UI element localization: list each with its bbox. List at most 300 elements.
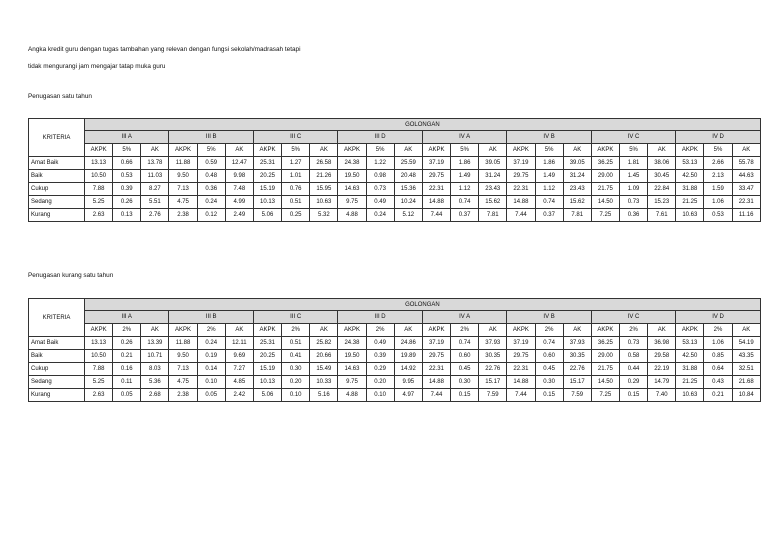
table-cell: 15.62 <box>479 196 507 209</box>
table-cell: 38.06 <box>648 157 676 170</box>
table-cell: 23.43 <box>563 183 591 196</box>
table-penugasan-satu-tahun <box>28 118 761 222</box>
table-cell: 15.49 <box>310 363 338 376</box>
table-cell: 0.15 <box>535 389 563 402</box>
table-cell: 7.25 <box>591 389 619 402</box>
table-cell: 37.93 <box>563 337 591 350</box>
table-cell: 10.63 <box>676 389 704 402</box>
table-cell: 10.63 <box>310 196 338 209</box>
table-cell: 22.31 <box>422 183 450 196</box>
table-cell: 14.88 <box>422 376 450 389</box>
table-cell: 15.19 <box>253 363 281 376</box>
table-cell: 7.88 <box>85 183 113 196</box>
table-cell: 1.01 <box>282 170 310 183</box>
table-cell: 15.17 <box>563 376 591 389</box>
table-cell: 39.05 <box>479 157 507 170</box>
row-label: Amat Baik <box>29 157 85 170</box>
table-cell: 1.49 <box>451 170 479 183</box>
subheader-cell: AKPK <box>591 144 619 157</box>
subheader-cell: AK <box>310 324 338 337</box>
table-cell: 0.24 <box>197 337 225 350</box>
table-cell: 7.81 <box>479 209 507 222</box>
table-cell: 4.88 <box>338 209 366 222</box>
table-cell: 4.75 <box>169 376 197 389</box>
table-cell: 22.19 <box>648 363 676 376</box>
table-row <box>29 337 761 350</box>
table-cell: 1.86 <box>451 157 479 170</box>
table-cell: 0.29 <box>619 376 647 389</box>
table-cell: 7.44 <box>422 389 450 402</box>
table-cell: 21.75 <box>591 363 619 376</box>
table-cell: 7.59 <box>563 389 591 402</box>
table-row <box>29 350 761 363</box>
row-label: Cukup <box>29 363 85 376</box>
table-cell: 7.13 <box>169 183 197 196</box>
table-cell: 0.10 <box>197 376 225 389</box>
table-row <box>29 196 761 209</box>
table-cell: 22.76 <box>479 363 507 376</box>
subheader-cell: 2% <box>619 324 647 337</box>
row-label: Sedang <box>29 376 85 389</box>
table-row <box>29 389 761 402</box>
table-cell: 0.24 <box>366 209 394 222</box>
table-cell: 19.50 <box>338 350 366 363</box>
subheader-cell: AK <box>394 324 422 337</box>
table-cell: 12.47 <box>225 157 253 170</box>
table-cell: 0.51 <box>282 196 310 209</box>
table-cell: 0.58 <box>619 350 647 363</box>
table-cell: 25.31 <box>253 157 281 170</box>
table-cell: 0.30 <box>451 376 479 389</box>
table-cell: 0.74 <box>535 196 563 209</box>
table-cell: 1.12 <box>535 183 563 196</box>
table-cell: 14.63 <box>338 363 366 376</box>
table-cell: 22.31 <box>507 363 535 376</box>
table-cell: 2.42 <box>225 389 253 402</box>
table-cell: 23.43 <box>479 183 507 196</box>
table-cell: 33.47 <box>732 183 760 196</box>
subheader-cell: AKPK <box>169 324 197 337</box>
group-header: III D <box>338 311 422 324</box>
table-cell: 31.88 <box>676 363 704 376</box>
table-cell: 19.89 <box>394 350 422 363</box>
table-cell: 1.12 <box>451 183 479 196</box>
table-cell: 0.05 <box>197 389 225 402</box>
group-header: III C <box>253 311 337 324</box>
table-cell: 8.27 <box>141 183 169 196</box>
table-row <box>29 376 761 389</box>
table-cell: 1.22 <box>366 157 394 170</box>
subheader-cell: AK <box>479 324 507 337</box>
subheader-cell: 5% <box>704 144 732 157</box>
table-cell: 5.51 <box>141 196 169 209</box>
table-cell: 0.20 <box>282 376 310 389</box>
subheader-cell: AK <box>310 144 338 157</box>
table-cell: 29.75 <box>507 350 535 363</box>
table-cell: 10.71 <box>141 350 169 363</box>
table-cell: 7.88 <box>85 363 113 376</box>
table-cell: 15.17 <box>479 376 507 389</box>
table-cell: 0.36 <box>619 209 647 222</box>
group-header: IV C <box>591 311 675 324</box>
table-cell: 1.06 <box>704 196 732 209</box>
row-label: Sedang <box>29 196 85 209</box>
group-header: IV B <box>507 131 591 144</box>
subheader-cell: 2% <box>535 324 563 337</box>
table-cell: 9.50 <box>169 170 197 183</box>
table-cell: 0.19 <box>197 350 225 363</box>
table-cell: 10.13 <box>253 196 281 209</box>
table-cell: 0.45 <box>535 363 563 376</box>
table-cell: 29.75 <box>507 170 535 183</box>
table-cell: 0.25 <box>282 209 310 222</box>
table-cell: 13.39 <box>141 337 169 350</box>
golongan-header: GOLONGAN <box>85 119 761 131</box>
table-cell: 4.85 <box>225 376 253 389</box>
subheader-cell: 2% <box>113 324 141 337</box>
table-cell: 21.25 <box>676 376 704 389</box>
table-cell: 25.31 <box>253 337 281 350</box>
table-cell: 20.66 <box>310 350 338 363</box>
table-cell: 22.31 <box>422 363 450 376</box>
intro-line-2: tidak mengurangi jam mengajar tatap muka guru <box>28 63 166 70</box>
table-cell: 37.19 <box>507 157 535 170</box>
table-cell: 29.00 <box>591 350 619 363</box>
table-cell: 24.38 <box>338 157 366 170</box>
table-cell: 7.44 <box>422 209 450 222</box>
subheader-cell: AK <box>141 324 169 337</box>
subheader-cell: AKPK <box>338 144 366 157</box>
table-cell: 10.33 <box>310 376 338 389</box>
subheader-cell: 5% <box>282 144 310 157</box>
table-cell: 0.53 <box>704 209 732 222</box>
table-cell: 37.93 <box>479 337 507 350</box>
subheader-cell: 5% <box>366 144 394 157</box>
table-cell: 30.45 <box>648 170 676 183</box>
table-cell: 22.84 <box>648 183 676 196</box>
subheader-cell: AK <box>732 144 760 157</box>
table-cell: 12.11 <box>225 337 253 350</box>
table-cell: 5.25 <box>85 376 113 389</box>
table-cell: 0.48 <box>197 170 225 183</box>
table-cell: 25.82 <box>310 337 338 350</box>
group-header: IV C <box>591 131 675 144</box>
table-cell: 32.51 <box>732 363 760 376</box>
table-cell: 1.49 <box>535 170 563 183</box>
table-cell: 24.38 <box>338 337 366 350</box>
table-cell: 21.25 <box>676 196 704 209</box>
table-cell: 11.03 <box>141 170 169 183</box>
table-cell: 0.10 <box>282 389 310 402</box>
subheader-row <box>29 324 761 337</box>
subheader-cell: AK <box>648 144 676 157</box>
table-cell: 7.44 <box>507 389 535 402</box>
table-cell: 5.32 <box>310 209 338 222</box>
table-cell: 2.76 <box>141 209 169 222</box>
row-label: Amat Baik <box>29 337 85 350</box>
table-cell: 0.74 <box>535 337 563 350</box>
table-cell: 29.00 <box>591 170 619 183</box>
table-cell: 22.31 <box>507 183 535 196</box>
table-cell: 7.81 <box>563 209 591 222</box>
table-cell: 4.88 <box>338 389 366 402</box>
golongan-row <box>29 119 761 131</box>
table-cell: 22.76 <box>563 363 591 376</box>
table-cell: 0.11 <box>113 376 141 389</box>
table-cell: 5.06 <box>253 209 281 222</box>
subheader-cell: 5% <box>619 144 647 157</box>
table-cell: 0.76 <box>282 183 310 196</box>
table-cell: 11.88 <box>169 337 197 350</box>
subheader-cell: AKPK <box>422 324 450 337</box>
table-cell: 24.86 <box>394 337 422 350</box>
subheader-cell: AK <box>732 324 760 337</box>
group-header: III B <box>169 131 253 144</box>
group-header: IV A <box>422 131 506 144</box>
table-row <box>29 157 761 170</box>
table-cell: 0.59 <box>197 157 225 170</box>
table-cell: 0.30 <box>282 363 310 376</box>
table-cell: 20.25 <box>253 170 281 183</box>
table-cell: 1.45 <box>619 170 647 183</box>
subheader-cell: 2% <box>451 324 479 337</box>
table-cell: 0.73 <box>619 196 647 209</box>
group-header: III A <box>85 311 169 324</box>
table-cell: 1.06 <box>704 337 732 350</box>
table-cell: 37.19 <box>507 337 535 350</box>
table-cell: 2.68 <box>141 389 169 402</box>
table-cell: 0.13 <box>113 209 141 222</box>
table-cell: 0.51 <box>282 337 310 350</box>
table-cell: 29.58 <box>648 350 676 363</box>
group-header: IV D <box>676 131 761 144</box>
table-cell: 0.37 <box>451 209 479 222</box>
table-cell: 37.19 <box>422 337 450 350</box>
table-penugasan-kurang-satu-tahun <box>28 298 761 402</box>
subheader-cell: AK <box>479 144 507 157</box>
table-cell: 0.41 <box>282 350 310 363</box>
subheader-cell: AK <box>225 324 253 337</box>
table-cell: 44.63 <box>732 170 760 183</box>
table-cell: 0.85 <box>704 350 732 363</box>
table-cell: 2.66 <box>704 157 732 170</box>
table-cell: 0.36 <box>197 183 225 196</box>
table-cell: 36.98 <box>648 337 676 350</box>
subheader-row <box>29 144 761 157</box>
table-cell: 7.25 <box>591 209 619 222</box>
table-cell: 7.13 <box>169 363 197 376</box>
table-cell: 14.79 <box>648 376 676 389</box>
table-cell: 31.24 <box>563 170 591 183</box>
table-cell: 15.62 <box>563 196 591 209</box>
table-cell: 0.98 <box>366 170 394 183</box>
table-cell: 20.48 <box>394 170 422 183</box>
table-cell: 10.84 <box>732 389 760 402</box>
table-cell: 1.27 <box>282 157 310 170</box>
row-label: Baik <box>29 350 85 363</box>
table-cell: 21.26 <box>310 170 338 183</box>
row-label: Kurang <box>29 389 85 402</box>
table-cell: 21.75 <box>591 183 619 196</box>
table-cell: 7.48 <box>225 183 253 196</box>
golongan-row <box>29 299 761 311</box>
subheader-cell: 2% <box>704 324 732 337</box>
table-cell: 29.75 <box>422 350 450 363</box>
table-cell: 0.14 <box>197 363 225 376</box>
table-cell: 14.50 <box>591 376 619 389</box>
subheader-cell: AKPK <box>507 324 535 337</box>
table-cell: 15.23 <box>648 196 676 209</box>
table-cell: 9.75 <box>338 376 366 389</box>
table-cell: 10.24 <box>394 196 422 209</box>
subheader-cell: AKPK <box>591 324 619 337</box>
table-cell: 37.19 <box>422 157 450 170</box>
table-cell: 9.75 <box>338 196 366 209</box>
table-cell: 0.60 <box>535 350 563 363</box>
table-cell: 30.35 <box>563 350 591 363</box>
table-cell: 0.21 <box>113 350 141 363</box>
table-cell: 0.49 <box>366 337 394 350</box>
table-cell: 5.25 <box>85 196 113 209</box>
intro-line-1: Angka kredit guru dengan tugas tambahan yang relevan dengan fungsi sekolah/madrasah tetapi <box>28 46 301 53</box>
table-cell: 0.16 <box>113 363 141 376</box>
table-cell: 2.13 <box>704 170 732 183</box>
table-cell: 14.88 <box>507 196 535 209</box>
table-cell: 43.35 <box>732 350 760 363</box>
table-cell: 0.12 <box>197 209 225 222</box>
kriteria-header: KRITERIA <box>29 299 85 337</box>
subheader-cell: AKPK <box>676 324 704 337</box>
group-header-row <box>29 311 761 324</box>
table-cell: 7.61 <box>648 209 676 222</box>
table-cell: 0.45 <box>451 363 479 376</box>
table-cell: 0.15 <box>619 389 647 402</box>
table-cell: 0.39 <box>366 350 394 363</box>
table-2-heading: Penugasan kurang satu tahun <box>28 272 114 279</box>
table-cell: 0.10 <box>366 389 394 402</box>
table-cell: 20.25 <box>253 350 281 363</box>
subheader-cell: AKPK <box>169 144 197 157</box>
table-cell: 0.43 <box>704 376 732 389</box>
subheader-cell: AKPK <box>253 144 281 157</box>
table-cell: 0.44 <box>619 363 647 376</box>
table-cell: 14.50 <box>591 196 619 209</box>
table-cell: 10.13 <box>253 376 281 389</box>
table-cell: 0.30 <box>535 376 563 389</box>
table-cell: 0.05 <box>113 389 141 402</box>
table-cell: 26.58 <box>310 157 338 170</box>
group-header: III B <box>169 311 253 324</box>
subheader-cell: AK <box>225 144 253 157</box>
table-cell: 0.74 <box>451 196 479 209</box>
group-header: III A <box>85 131 169 144</box>
subheader-cell: 2% <box>366 324 394 337</box>
table-cell: 9.69 <box>225 350 253 363</box>
row-label: Baik <box>29 170 85 183</box>
table-cell: 55.78 <box>732 157 760 170</box>
table-cell: 19.50 <box>338 170 366 183</box>
table-cell: 29.75 <box>422 170 450 183</box>
subheader-cell: 5% <box>451 144 479 157</box>
subheader-cell: AKPK <box>422 144 450 157</box>
table-cell: 13.13 <box>85 157 113 170</box>
table-cell: 0.21 <box>704 389 732 402</box>
table-cell: 5.06 <box>253 389 281 402</box>
row-label: Kurang <box>29 209 85 222</box>
table-cell: 15.95 <box>310 183 338 196</box>
table-cell: 14.63 <box>338 183 366 196</box>
subheader-cell: AK <box>141 144 169 157</box>
table-cell: 2.49 <box>225 209 253 222</box>
table-cell: 9.98 <box>225 170 253 183</box>
subheader-cell: AKPK <box>85 144 113 157</box>
table-cell: 0.29 <box>366 363 394 376</box>
table-cell: 13.78 <box>141 157 169 170</box>
table-cell: 0.73 <box>366 183 394 196</box>
table-cell: 7.27 <box>225 363 253 376</box>
table-row <box>29 363 761 376</box>
table-cell: 5.36 <box>141 376 169 389</box>
table-1-heading: Penugasan satu tahun <box>28 93 92 100</box>
table-cell: 9.50 <box>169 350 197 363</box>
table-cell: 0.26 <box>113 196 141 209</box>
table-cell: 14.88 <box>507 376 535 389</box>
table-cell: 21.68 <box>732 376 760 389</box>
table-cell: 31.88 <box>676 183 704 196</box>
table-cell: 11.88 <box>169 157 197 170</box>
subheader-cell: 5% <box>113 144 141 157</box>
table-cell: 7.59 <box>479 389 507 402</box>
table-cell: 5.12 <box>394 209 422 222</box>
group-header-row <box>29 131 761 144</box>
table-cell: 4.75 <box>169 196 197 209</box>
subheader-cell: AKPK <box>338 324 366 337</box>
subheader-cell: AKPK <box>507 144 535 157</box>
table-cell: 9.95 <box>394 376 422 389</box>
table-cell: 42.50 <box>676 350 704 363</box>
table-cell: 5.16 <box>310 389 338 402</box>
subheader-cell: AKPK <box>253 324 281 337</box>
table-cell: 39.05 <box>563 157 591 170</box>
subheader-cell: AKPK <box>676 144 704 157</box>
table-cell: 4.99 <box>225 196 253 209</box>
table-cell: 0.49 <box>366 196 394 209</box>
table-cell: 8.03 <box>141 363 169 376</box>
table-cell: 0.20 <box>366 376 394 389</box>
table-cell: 1.86 <box>535 157 563 170</box>
table-cell: 1.09 <box>619 183 647 196</box>
table-cell: 22.31 <box>732 196 760 209</box>
subheader-cell: AK <box>648 324 676 337</box>
subheader-cell: 5% <box>197 144 225 157</box>
table-cell: 0.73 <box>619 337 647 350</box>
table-cell: 0.64 <box>704 363 732 376</box>
table-cell: 0.39 <box>113 183 141 196</box>
table-cell: 30.35 <box>479 350 507 363</box>
table-cell: 0.26 <box>113 337 141 350</box>
table-cell: 1.59 <box>704 183 732 196</box>
table-cell: 10.50 <box>85 350 113 363</box>
table-cell: 0.74 <box>451 337 479 350</box>
table-cell: 0.15 <box>451 389 479 402</box>
table-cell: 13.13 <box>85 337 113 350</box>
table-cell: 15.36 <box>394 183 422 196</box>
row-label: Cukup <box>29 183 85 196</box>
subheader-cell: AK <box>394 144 422 157</box>
table-cell: 53.13 <box>676 337 704 350</box>
table-row <box>29 209 761 222</box>
table-cell: 53.13 <box>676 157 704 170</box>
